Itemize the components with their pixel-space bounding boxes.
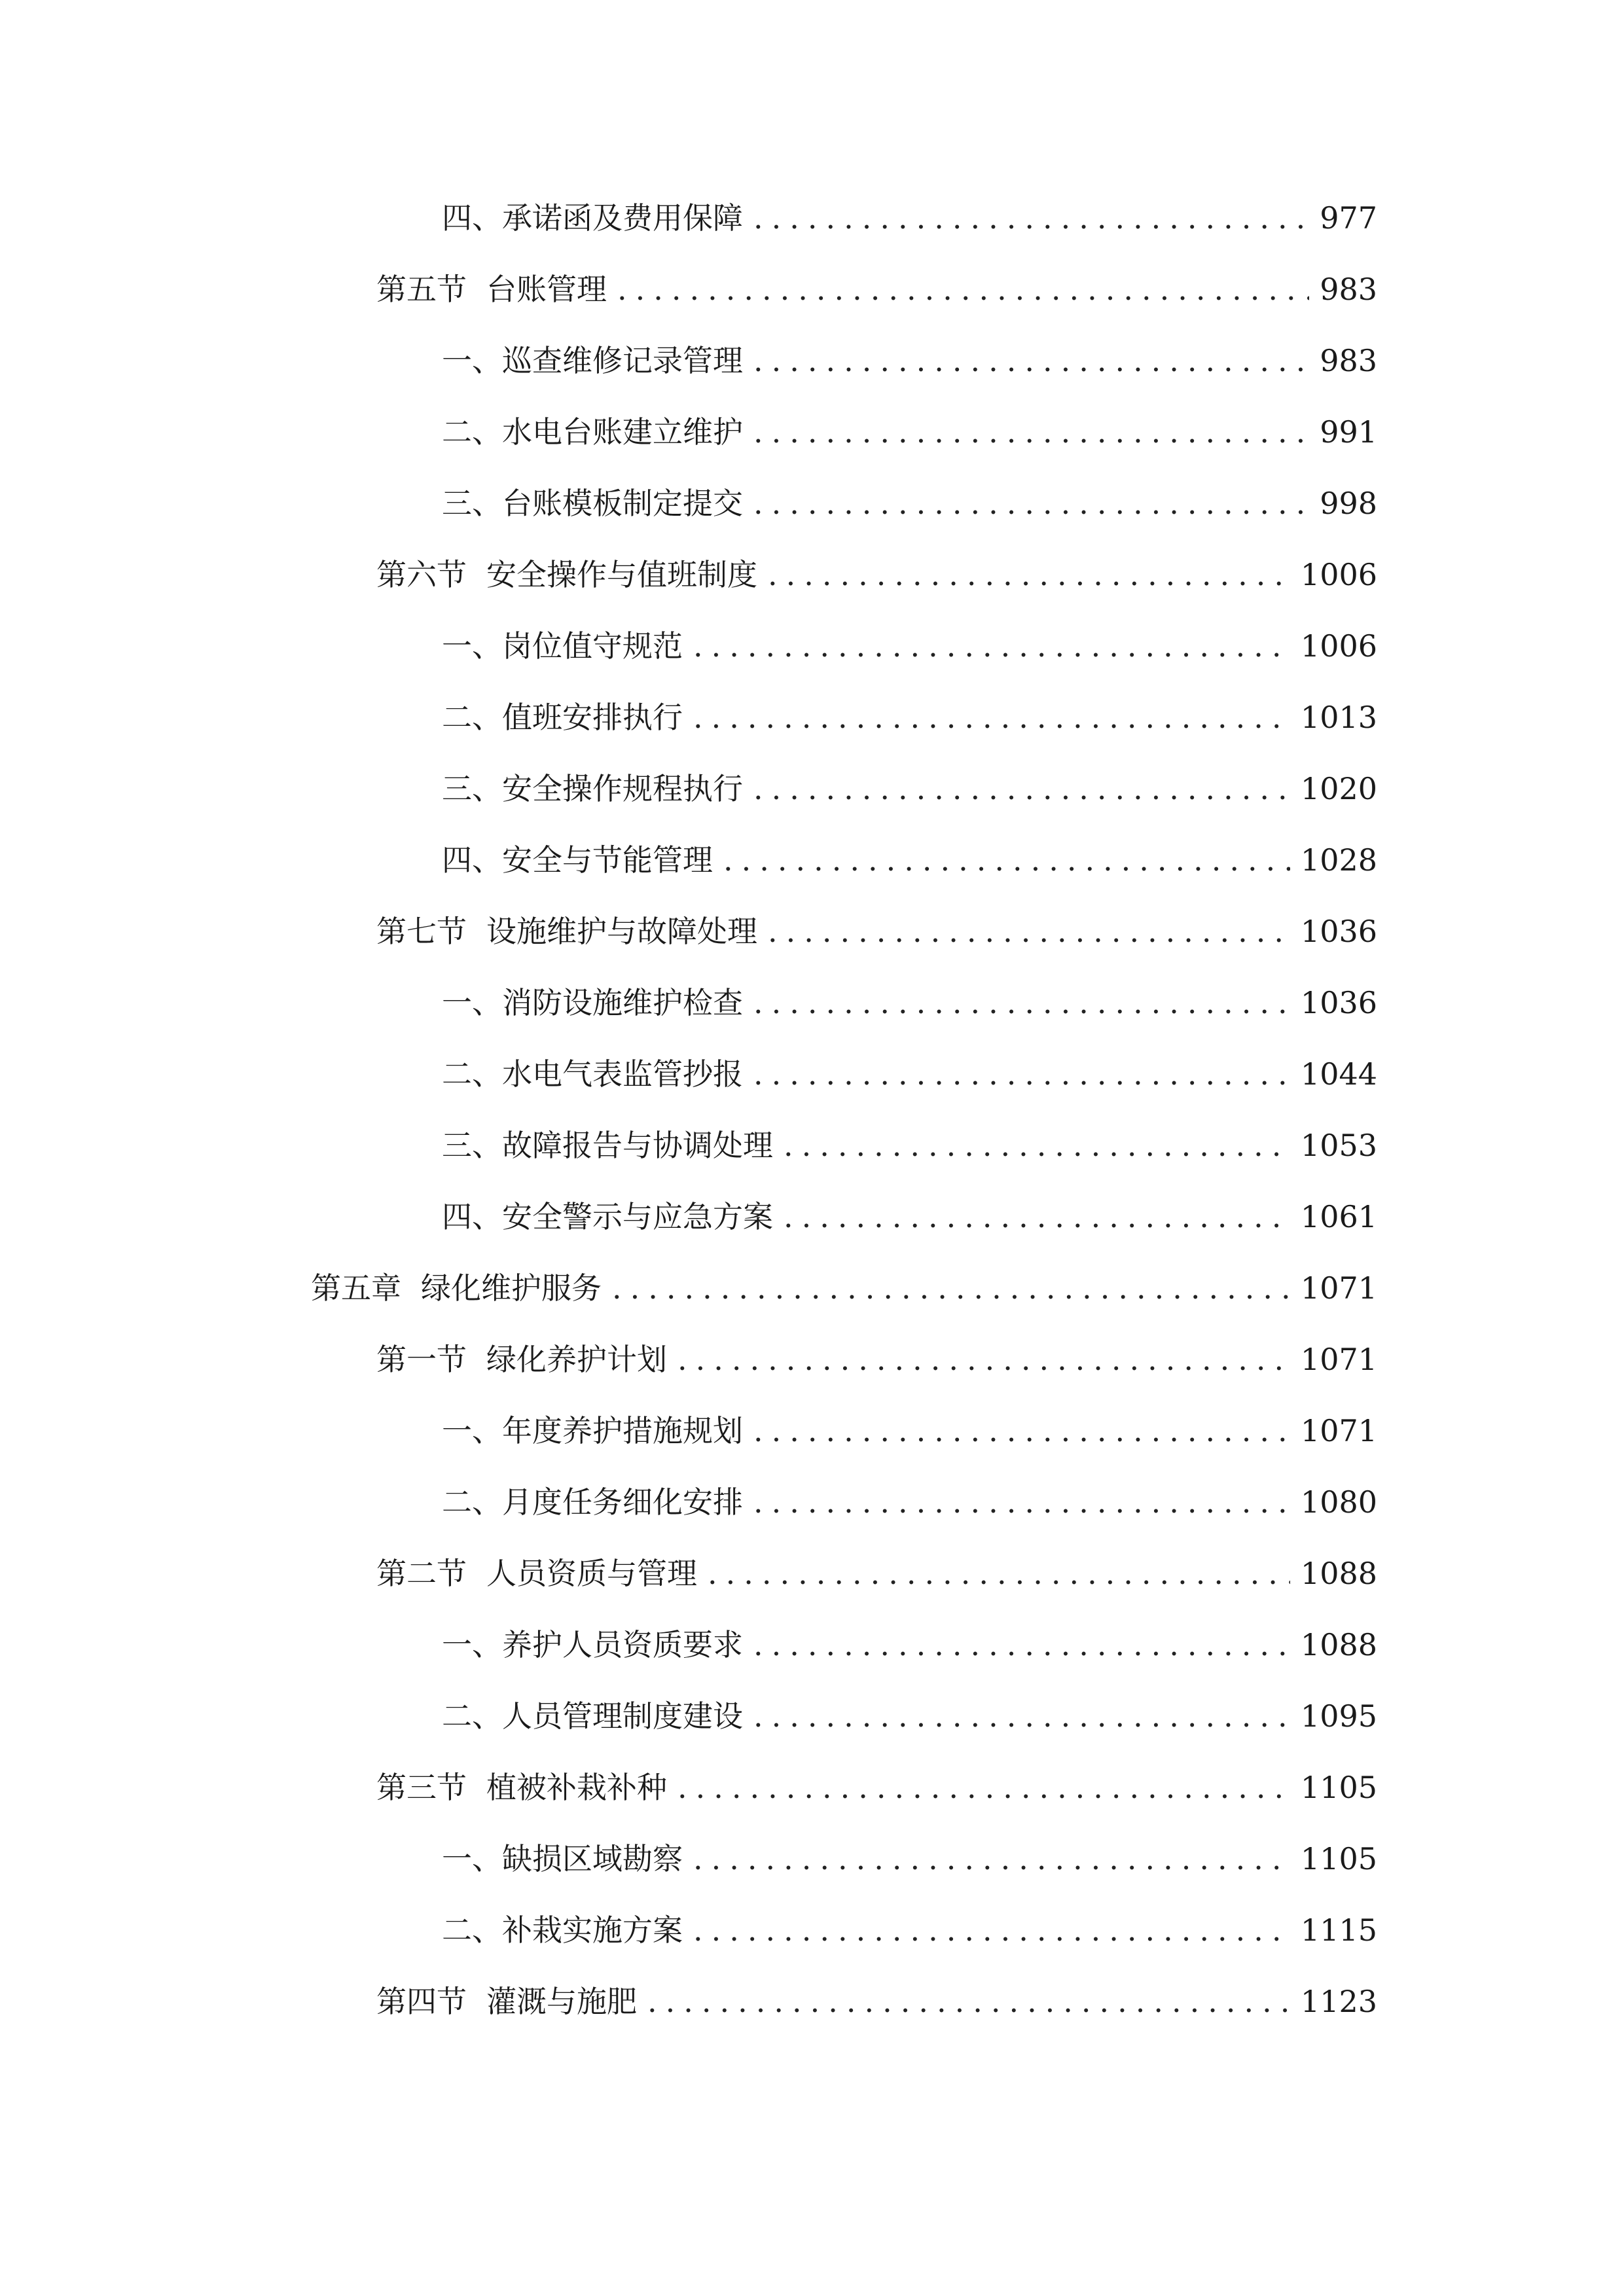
toc-page-number: 977 [1320, 200, 1377, 236]
toc-dot-leader [677, 1336, 1290, 1382]
toc-entry-number: 四、 [442, 200, 502, 236]
toc-dot-leader [784, 1122, 1290, 1168]
toc-entry-title: 人员资质与管理 [486, 1556, 697, 1591]
toc-entry[interactable] [376, 1979, 1377, 2024]
toc-page-number: 1071 [1300, 1413, 1377, 1448]
toc-dot-leader [753, 766, 1290, 812]
toc-entry[interactable] [442, 338, 1377, 384]
toc-entry-number: 第六节 [376, 557, 467, 592]
toc-page-number: 1095 [1300, 1698, 1377, 1734]
toc-entry[interactable] [442, 195, 1377, 241]
toc-page-number: 1123 [1300, 1984, 1377, 2019]
toc-page-number: 1053 [1300, 1128, 1377, 1163]
toc-dot-leader [753, 480, 1309, 526]
toc-entry[interactable] [442, 1622, 1377, 1668]
toc-dot-leader [784, 1194, 1290, 1240]
toc-entry-number: 一、 [442, 1841, 502, 1876]
toc-entry-number: 三、 [442, 1128, 502, 1163]
toc-dot-leader [753, 1622, 1290, 1668]
toc-entry-title: 台账模板制定提交 [502, 486, 743, 521]
toc-page-number: 1071 [1300, 1270, 1377, 1306]
toc-entry-title: 养护人员资质要求 [502, 1627, 743, 1662]
toc-page-number: 1105 [1300, 1770, 1377, 1805]
toc-entry-number: 二、 [442, 1912, 502, 1948]
toc-dot-leader [723, 837, 1290, 883]
toc-entry-title: 缺损区域勘察 [502, 1841, 683, 1876]
toc-entry-number: 二、 [442, 1698, 502, 1734]
toc-entry-title: 水电台账建立维护 [502, 414, 743, 450]
toc-dot-leader [708, 1551, 1290, 1596]
toc-entry-number: 第三节 [376, 1770, 467, 1805]
toc-page-number: 1071 [1300, 1342, 1377, 1377]
toc-entry-number: 二、 [442, 1484, 502, 1520]
toc-entry-number: 三、 [442, 771, 502, 806]
toc-entry-title: 岗位值守规范 [502, 628, 683, 664]
toc-entry[interactable] [442, 1907, 1377, 1953]
toc-dot-leader [768, 908, 1290, 954]
toc-entry-title: 安全警示与应急方案 [502, 1199, 773, 1234]
toc-entry-number: 四、 [442, 1199, 502, 1234]
toc-entry-number: 第四节 [376, 1984, 467, 2019]
toc-entry-number: 一、 [442, 343, 502, 378]
toc-entry-title: 水电气表监管抄报 [502, 1056, 743, 1092]
toc-page-number: 1020 [1300, 771, 1377, 806]
toc-entry-title: 消防设施维护检查 [502, 985, 743, 1020]
toc-entry[interactable] [442, 837, 1377, 883]
toc-dot-leader [693, 623, 1290, 669]
toc-dot-leader [753, 980, 1290, 1026]
toc-entry-title: 安全操作规程执行 [502, 771, 743, 806]
toc-entry[interactable] [442, 623, 1377, 669]
toc-entry-number: 第五节 [376, 272, 467, 307]
toc-entry[interactable] [442, 1051, 1377, 1097]
toc-page-number: 998 [1320, 486, 1377, 521]
toc-entry-title: 巡查维修记录管理 [502, 343, 743, 378]
toc-entry[interactable] [442, 694, 1377, 740]
toc-entry[interactable] [376, 266, 1377, 312]
toc-entry-title: 补栽实施方案 [502, 1912, 683, 1948]
toc-entry-title: 月度任务细化安排 [502, 1484, 743, 1520]
toc-entry-number: 一、 [442, 628, 502, 664]
toc-dot-leader [612, 1265, 1290, 1311]
toc-entry[interactable] [442, 766, 1377, 812]
toc-page-number: 1036 [1300, 914, 1377, 949]
toc-dot-leader [768, 552, 1290, 598]
toc-entry-number: 第二节 [376, 1556, 467, 1591]
toc-page-number: 991 [1320, 414, 1377, 450]
toc-entry-number: 第一节 [376, 1342, 467, 1377]
toc-entry-number: 一、 [442, 1413, 502, 1448]
toc-entry[interactable] [442, 1693, 1377, 1739]
toc-entry[interactable] [442, 1479, 1377, 1525]
toc-entry-title: 年度养护措施规划 [502, 1413, 743, 1448]
toc-page-number: 1061 [1300, 1199, 1377, 1234]
toc-entry[interactable] [442, 980, 1377, 1026]
toc-entry-number: 第七节 [376, 914, 467, 949]
toc-page-number: 1088 [1300, 1627, 1377, 1662]
toc-page-number: 1006 [1300, 628, 1377, 664]
toc-dot-leader [753, 1479, 1290, 1525]
toc-page-number: 1105 [1300, 1841, 1377, 1876]
toc-entry-title: 绿化养护计划 [486, 1342, 667, 1377]
toc-dot-leader [693, 694, 1290, 740]
toc-entry-title: 设施维护与故障处理 [486, 914, 757, 949]
toc-entry[interactable] [442, 1836, 1377, 1882]
toc-dot-leader [753, 409, 1309, 455]
toc-entry-number: 第五章 [311, 1270, 401, 1306]
toc-page-number: 1013 [1300, 700, 1377, 735]
toc-dot-leader [753, 1693, 1290, 1739]
toc-page-number: 1088 [1300, 1556, 1377, 1591]
toc-entry-number: 二、 [442, 414, 502, 450]
toc-entry[interactable] [311, 1265, 1377, 1311]
toc-page-number: 1006 [1300, 557, 1377, 592]
toc-page-number: 983 [1320, 343, 1377, 378]
toc-dot-leader [753, 338, 1309, 384]
toc-dot-leader [617, 266, 1309, 312]
toc-entry[interactable] [442, 1122, 1377, 1168]
toc-page-number: 1115 [1300, 1912, 1377, 1948]
toc-entry-title: 承诺函及费用保障 [502, 200, 743, 236]
toc-entry[interactable] [442, 409, 1377, 455]
toc-page-number: 1044 [1300, 1056, 1377, 1092]
toc-entry-number: 一、 [442, 985, 502, 1020]
toc-dot-leader [677, 1765, 1290, 1810]
toc-page-number: 1080 [1300, 1484, 1377, 1520]
toc-entry[interactable] [376, 1765, 1377, 1810]
toc-entry[interactable] [376, 552, 1377, 598]
toc-dot-leader [753, 1051, 1290, 1097]
toc-entry[interactable] [442, 1194, 1377, 1240]
toc-entry-title: 人员管理制度建设 [502, 1698, 743, 1734]
toc-dot-leader [693, 1907, 1290, 1953]
toc-entry-number: 四、 [442, 842, 502, 878]
toc-entry[interactable] [376, 1336, 1377, 1382]
toc-entry-title: 绿化维护服务 [421, 1270, 602, 1306]
toc-page-number: 1028 [1300, 842, 1377, 878]
toc-entry-number: 二、 [442, 1056, 502, 1092]
toc-entry[interactable] [442, 1408, 1377, 1454]
toc-dot-leader [647, 1979, 1290, 2024]
toc-entry[interactable] [442, 480, 1377, 526]
toc-entry-title: 安全操作与值班制度 [486, 557, 757, 592]
toc-entry-title: 台账管理 [486, 272, 607, 307]
toc-entry-number: 三、 [442, 486, 502, 521]
toc-entry-title: 安全与节能管理 [502, 842, 713, 878]
toc-entry-title: 灌溉与施肥 [486, 1984, 637, 2019]
toc-entry-number: 一、 [442, 1627, 502, 1662]
toc-dot-leader [753, 1408, 1290, 1454]
toc-entry-number: 二、 [442, 700, 502, 735]
toc-entry-title: 值班安排执行 [502, 700, 683, 735]
toc-dot-leader [693, 1836, 1290, 1882]
toc-page-number: 983 [1320, 272, 1377, 307]
toc-dot-leader [753, 195, 1309, 241]
toc-page-number: 1036 [1300, 985, 1377, 1020]
toc-entry[interactable] [376, 908, 1377, 954]
toc-entry-title: 植被补栽补种 [486, 1770, 667, 1805]
toc-entry-title: 故障报告与协调处理 [502, 1128, 773, 1163]
toc-entry[interactable] [376, 1551, 1377, 1596]
